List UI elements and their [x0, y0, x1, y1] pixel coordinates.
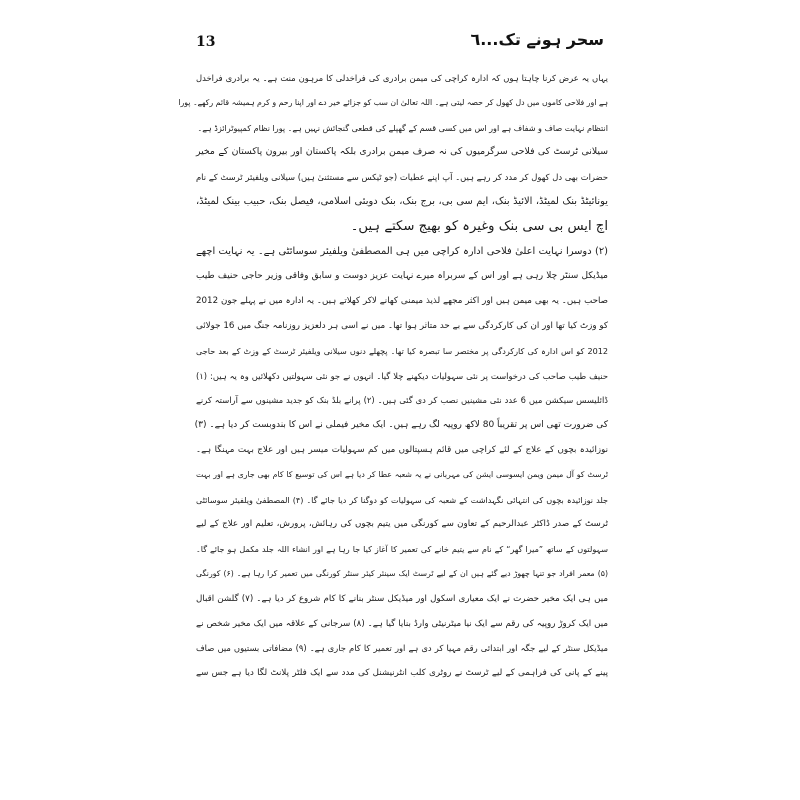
text-line: سیلانی ٹرسٹ کی فلاحی سرگرمیوں کی نہ صرف میمن برادری بلکہ پاکستان اور بیرون پاکستان کے مخیر	[196, 146, 608, 158]
text-line: میں ایک کروڑ روپیہ کی رقم سے ایک نیا میٹرنیٹی وارڈ بنایا گیا ہے۔ (۸) سرجانی کے علاقہ میں ایک مخیر شخص نے	[196, 618, 609, 629]
text-line: صاحب ہیں۔ یہ بھی میمن ہیں اور اکثر مجھے لذیذ میمنی کھانے لاکر کھلاتے ہیں۔ یہ ادارہ میں نے پہلے جون 2012	[196, 296, 608, 307]
text-line: ڈائلیسس سیکشن میں 6 عدد نئی مشینیں نصب کر دی گئی ہیں۔ (۲) پرانے بلڈ بنک کو جدید مشینوں سے آراستہ کرنے	[196, 395, 608, 406]
text-line: سہولتوں کے ساتھ ”میرا گھر“ کے نام سے یتیم خانے کی تعمیر کا آغاز کیا جا رہا ہے اور انشاء اللہ جلد مکمل ہو جائے گا۔	[196, 544, 608, 555]
text-line: ہے اور فلاحی کاموں میں دل کھول کر حصہ لیتی ہے۔ اللہ تعالیٰ ان سب کو جزائے خیر دے اور اپنا رحم و کرم ہمیشہ قائم رکھے۔ پورا	[178, 97, 608, 107]
text-line: میں ہی ایک مخیر حضرت نے ایک معیاری اسکول اور میڈیکل سنٹر بنانے کا کام شروع کر دیا ہے۔ (۷) گلشن اقبال	[196, 593, 608, 604]
text-line: ٹرسٹ کے صدر ڈاکٹر عبدالرحیم کے تعاون سے کورنگی میں یتیم بچوں کی رہائش، پرورش، تعلیم اور علاج کے لیے	[196, 519, 608, 530]
text-line: حضرات بھی دل کھول کر مدد کر رہے ہیں۔ آپ اپنے عطیات (جو ٹیکس سے مستثنیٰ ہیں) سیلانی ویلفیئر ٹرسٹ کے نام	[196, 172, 608, 183]
text-line: نوزائیدہ بچوں کے علاج کے لئے کراچی میں قائم ہسپتالوں میں کم سہولیات میسر ہیں اور علاج بہت مہنگا ہے۔	[196, 444, 608, 455]
page-number: 13	[196, 34, 216, 50]
text-line: یونائیٹڈ بنک لمیٹڈ، الائیڈ بنک، ایم سی بی، برج بنک، بنک دوبئی اسلامی، فیصل بنک، حبیب بینک لمیٹڈ،	[196, 195, 608, 207]
text-line: انتظام نہایت صاف و شفاف ہے اور اس میں کسی قسم کے گھپلے کی قطعی گنجائش نہیں ہے۔ پورا نظام کمپیوٹرائزڈ ہے۔	[197, 122, 608, 133]
text-line: 2012 کو اس ادارہ کی کارکردگی پر مختصر سا تبصرہ کیا تھا۔ پچھلے دنوں سیلانی ویلفیئر ٹرسٹ کے وزٹ کے بعد حاجی	[196, 345, 608, 356]
running-title: سحر ہونے تک...٦	[470, 30, 604, 49]
text-line: میڈیکل سنٹر چلا رہی ہے اور اس کے سربراہ میرے نہایت عزیز دوست و سابق وفاقی وزیر حاجی حنیف طیب	[196, 271, 608, 282]
text-line: اچ ایس بی سی بنک وغیرہ کو بھیج سکتے ہیں۔	[350, 218, 608, 234]
text-line: کی ضرورت تھی اس پر تقریباً 80 لاکھ روپیہ لگ رہے ہیں۔ ایک مخیر فیملی نے اس کا بندوبست کر دیا ہے۔ (۳)	[194, 420, 608, 431]
text-line: (۲) دوسرا نہایت اعلیٰ فلاحی ادارہ کراچی میں ہی المصطفیٰ ویلفیئر سوسائٹی ہے۔ یہ نہایت اچھے	[196, 245, 608, 257]
text-line: (۵) معمر افراد جو تنہا چھوڑ دیے گئے ہیں ان کے لیے ٹرسٹ ایک سینئر کیئر سنٹر کورنگی میں تعمیر کرا رہا ہے۔ (۶) کورنگی	[196, 568, 609, 578]
text-line: حنیف طیب صاحب کی درخواست پر نئی سہولیات دیکھنے چلا گیا۔ انہوں نے جو نئی سہولتیں دکھلائیں وہ یہ ہیں: (۱)	[196, 370, 608, 381]
text-line: کو وزٹ کیا تھا اور ان کی کارکردگی سے بے حد متاثر ہوا تھا۔ میں نے اسی ہر دلعزیز روزنامہ جنگ میں 16 جولائی	[196, 320, 608, 331]
text-line: ٹرسٹ کو آل میمن ویمن ایسوسی ایشن کی مہربانی نے یہ شعبہ عطا کر دیا ہے اس کی توسیع کا کام بھی جاری ہے اور بہت	[196, 469, 608, 479]
text-line: میڈیکل سنٹر کے لیے جگہ اور ابتدائی رقم مہیا کر دی ہے اور تعمیر کا کام جاری ہے۔ (۹) مضافاتی بستیوں میں صاف	[196, 643, 608, 654]
body-text	[178, 66, 609, 686]
text-line: جلد نوزائیدہ بچوں کی انتہائی نگہداشت کے شعبہ کی سہولیات کو دوگنا کر دیا جائے گا۔ (۴) المصطفیٰ ویلفیئر سوسائٹی	[196, 494, 608, 505]
text-line: یہاں یہ عرض کرنا چاہتا ہوں کہ ادارہ کراچی کی میمن برادری کی فراخدلی کا مرہون منت ہے۔ یہ برادری فراخدل	[196, 73, 608, 83]
text-line: پینے کے پانی کی فراہمی کے لیے ٹرسٹ نے روٹری کلب انٹرنیشنل کی مدد سے ایک فلٹر پلانٹ لگا دیا ہے جس سے	[196, 668, 608, 679]
